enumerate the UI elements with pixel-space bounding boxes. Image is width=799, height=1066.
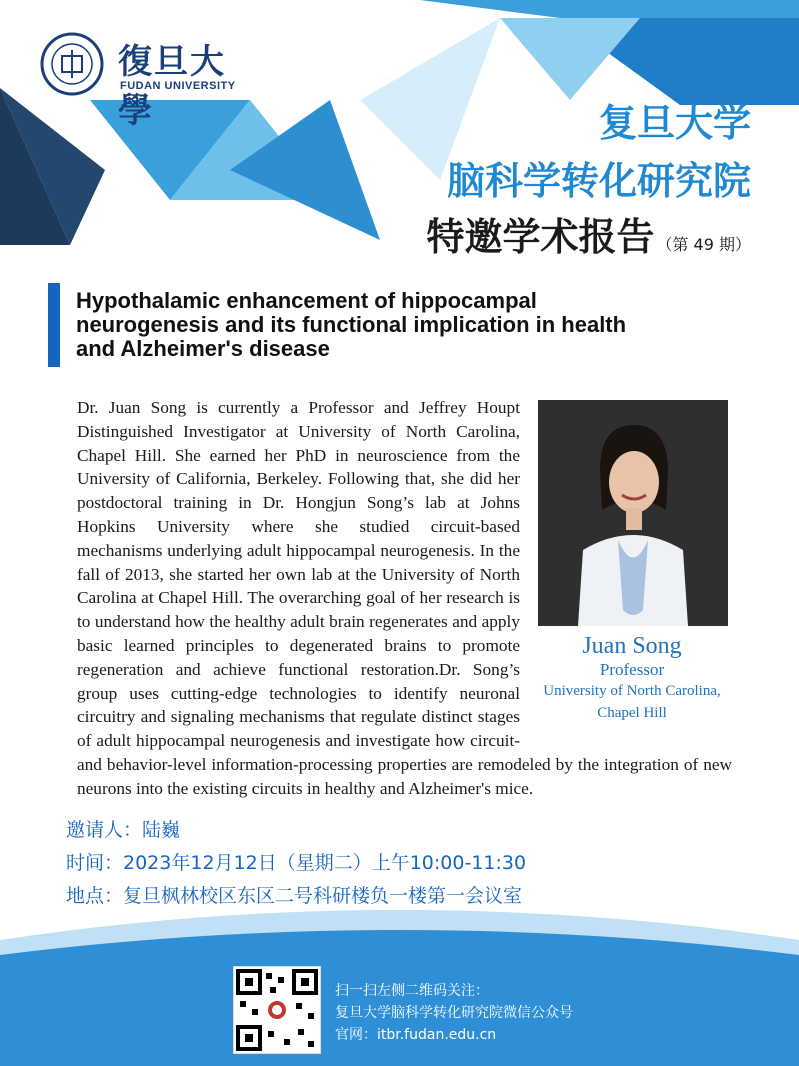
speaker-caption xyxy=(532,632,732,724)
title-institute: 脑科学转化研究院 xyxy=(446,159,751,203)
bio-text: Dr. Juan Song is currently a Professor and Jeffrey Houpt Distinguished Investigator at University of North Carolina, Chapel Hill. She earned her PhD in neuroscience from the University of California, Berkeley. Following that, she did her postdoctoral training in Dr. Hongjun Song’s lab at Johns Hopkins University where she studied circuit-based mechanisms underlying adult hippocampal neurogenesis. In the fall of 2013, she started her own lab at the University of North Carolina at Chapel Hill. The overarching goal of her research is to understand how the healthy adult brain regenerates and apply basic learned principles to degenerated brains to promote regeneration and achieve functional restoration.Dr. Song’s group uses cutting-edge technologies to identify neuronal circuitry and signaling mechanisms that regulate distinct stages of adult hippocampal neurogenesis and investigate how circuit- and behavior-level information-processing properties are remodeled by the integration of new neurons into the existing circuits in healthy and Alzheimer's mice. xyxy=(77,398,732,798)
event-info xyxy=(66,814,526,913)
fudan-logo xyxy=(40,32,240,131)
footer-website[interactable]: 官网：itbr.fudan.edu.cn xyxy=(335,1027,497,1043)
footer-scan-prompt: 扫一扫左侧二维码关注： xyxy=(335,983,489,999)
logo-chinese: 復旦大學 xyxy=(118,42,226,131)
title-lecture xyxy=(426,215,751,259)
speaker-title: Professor xyxy=(599,660,665,679)
title-block xyxy=(426,101,751,259)
inviter: 邀请人：陆巍 xyxy=(66,819,181,841)
speaker-institution-line2: Chapel Hill xyxy=(597,705,667,721)
logo-english: FUDAN UNIVERSITY xyxy=(120,80,236,92)
bio-section xyxy=(77,396,732,801)
speaker-card xyxy=(532,400,732,730)
title-university: 复旦大学 xyxy=(598,101,751,145)
event-location: 地点：复旦枫林校区东区二号科研楼负一楼第一会议室 xyxy=(66,885,523,907)
talk-title: Hypothalamic enhancement of hippocampal neurogenesis and its functional implication in health and Alzheimer's disease xyxy=(76,288,627,361)
speaker-name: Juan Song xyxy=(582,633,682,659)
event-time: 时间：2023年12月12日（星期二）上午10:00-11:30 xyxy=(66,852,527,874)
speaker-institution-line1: University of North Carolina, xyxy=(543,683,721,699)
issue-number: （第 49 期） xyxy=(656,235,751,254)
footer-wechat: 复旦大学脑科学转化研究院微信公众号 xyxy=(335,1005,573,1021)
speaker-portrait xyxy=(538,400,728,626)
qr-code[interactable] xyxy=(233,966,321,1054)
top-band xyxy=(420,0,799,18)
title-accent-bar xyxy=(48,283,60,367)
footer-text xyxy=(335,980,573,1046)
title-lecture-text: 特邀学术报告 xyxy=(426,215,655,259)
fudan-seal-icon xyxy=(40,32,104,96)
qr-code-icon xyxy=(234,967,320,1053)
speaker-photo xyxy=(538,400,728,626)
